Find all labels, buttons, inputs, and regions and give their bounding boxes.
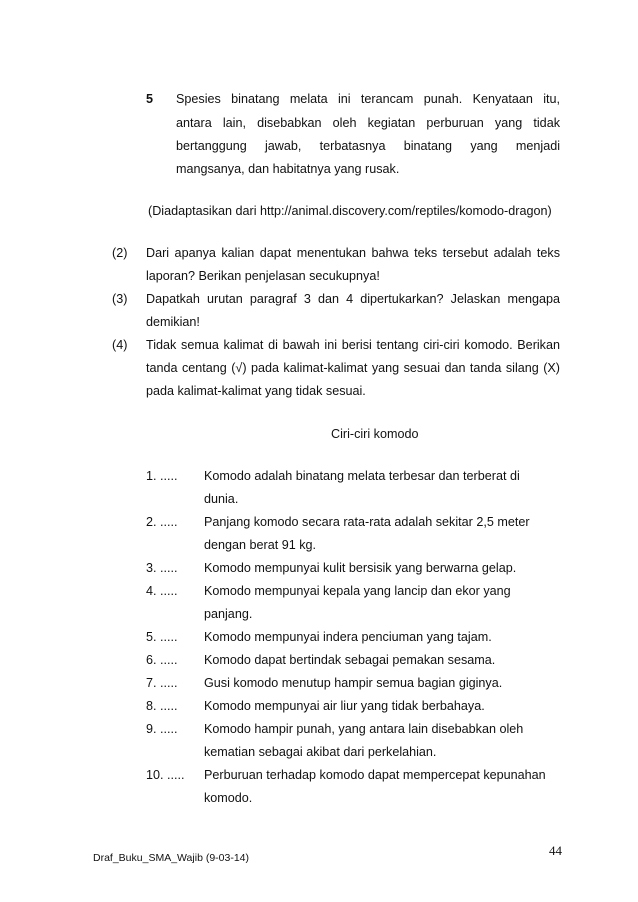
source-note: (Diadaptasikan dari http://animal.discovery.com/reptiles/komodo-dragon) [148, 204, 552, 218]
list-item-number: 9. ..... [146, 722, 178, 736]
page-number: 44 [549, 843, 562, 858]
list-item-number: 8. ..... [146, 699, 178, 713]
list-item-text: Komodo hampir punah, yang antara lain disebabkan oleh [204, 722, 524, 736]
list-item-text: Komodo mempunyai air liur yang tidak berbahaya. [204, 699, 485, 713]
list-item-text: Komodo adalah binatang melata terbesar dan terberat di [204, 469, 520, 483]
question-line: Tidak semua kalimat di bawah ini berisi tentang ciri-ciri komodo. Berikan [146, 338, 560, 352]
list-item-text: dunia. [204, 492, 239, 506]
list-item-text: Perburuan terhadap komodo dapat mempercepat kepunahan [204, 768, 546, 782]
list-item-text: Komodo mempunyai indera penciuman yang tajam. [204, 630, 492, 644]
list-item-text: dengan berat 91 kg. [204, 538, 317, 552]
paragraph-line: mangsanya, dan habitatnya yang rusak. [176, 162, 400, 176]
list-item-text: Komodo mempunyai kulit bersisik yang berwarna gelap. [204, 561, 517, 575]
list-item-text: Panjang komodo secara rata-rata adalah sekitar 2,5 meter [204, 515, 530, 529]
paragraph-number: 5 [146, 92, 154, 106]
list-item-text: komodo. [204, 791, 253, 805]
list-item-number: 3. ..... [146, 561, 178, 575]
paragraph-line: bertanggung jawab, terbatasnya binatang yang menjadi [176, 139, 560, 153]
question-line: Dapatkah urutan paragraf 3 dan 4 dipertukarkan? Jelaskan mengapa [146, 292, 560, 306]
question-line: demikian! [146, 315, 200, 329]
list-item-number: 7. ..... [146, 676, 178, 690]
paragraph-line: antara lain, disebabkan oleh kegiatan perburuan yang tidak [176, 116, 560, 130]
list-item-text: Komodo dapat bertindak sebagai pemakan sesama. [204, 653, 496, 667]
question-number: (3) [112, 292, 128, 306]
list-item-text: Komodo mempunyai kepala yang lancip dan ekor yang [204, 584, 511, 598]
list-item-number: 5. ..... [146, 630, 178, 644]
list-item-text: kematian sebagai akibat dari perkelahian. [204, 745, 437, 759]
question-number: (2) [112, 246, 128, 260]
question-number: (4) [112, 338, 128, 352]
list-item-number: 1. ..... [146, 469, 178, 483]
list-title: Ciri-ciri komodo [331, 427, 419, 441]
list-item-number: 4. ..... [146, 584, 178, 598]
question-line: Dari apanya kalian dapat menentukan bahwa teks tersebut adalah teks [146, 246, 560, 260]
list-item-text: Gusi komodo menutup hampir semua bagian giginya. [204, 676, 503, 690]
question-line: pada kalimat-kalimat yang tidak sesuai. [146, 384, 366, 398]
list-item-number: 10. ..... [146, 768, 185, 782]
list-item-number: 2. ..... [146, 515, 178, 529]
footer-label: Draf_Buku_SMA_Wajib (9-03-14) [93, 852, 250, 864]
question-line: tanda centang (√) pada kalimat-kalimat yang sesuai dan tanda silang (X) [146, 361, 560, 375]
list-item-number: 6. ..... [146, 653, 178, 667]
list-item-text: panjang. [204, 607, 253, 621]
question-line: laporan? Berikan penjelasan secukupnya! [146, 269, 380, 283]
paragraph-line: Spesies binatang melata ini terancam punah. Kenyataan itu, [176, 92, 560, 106]
